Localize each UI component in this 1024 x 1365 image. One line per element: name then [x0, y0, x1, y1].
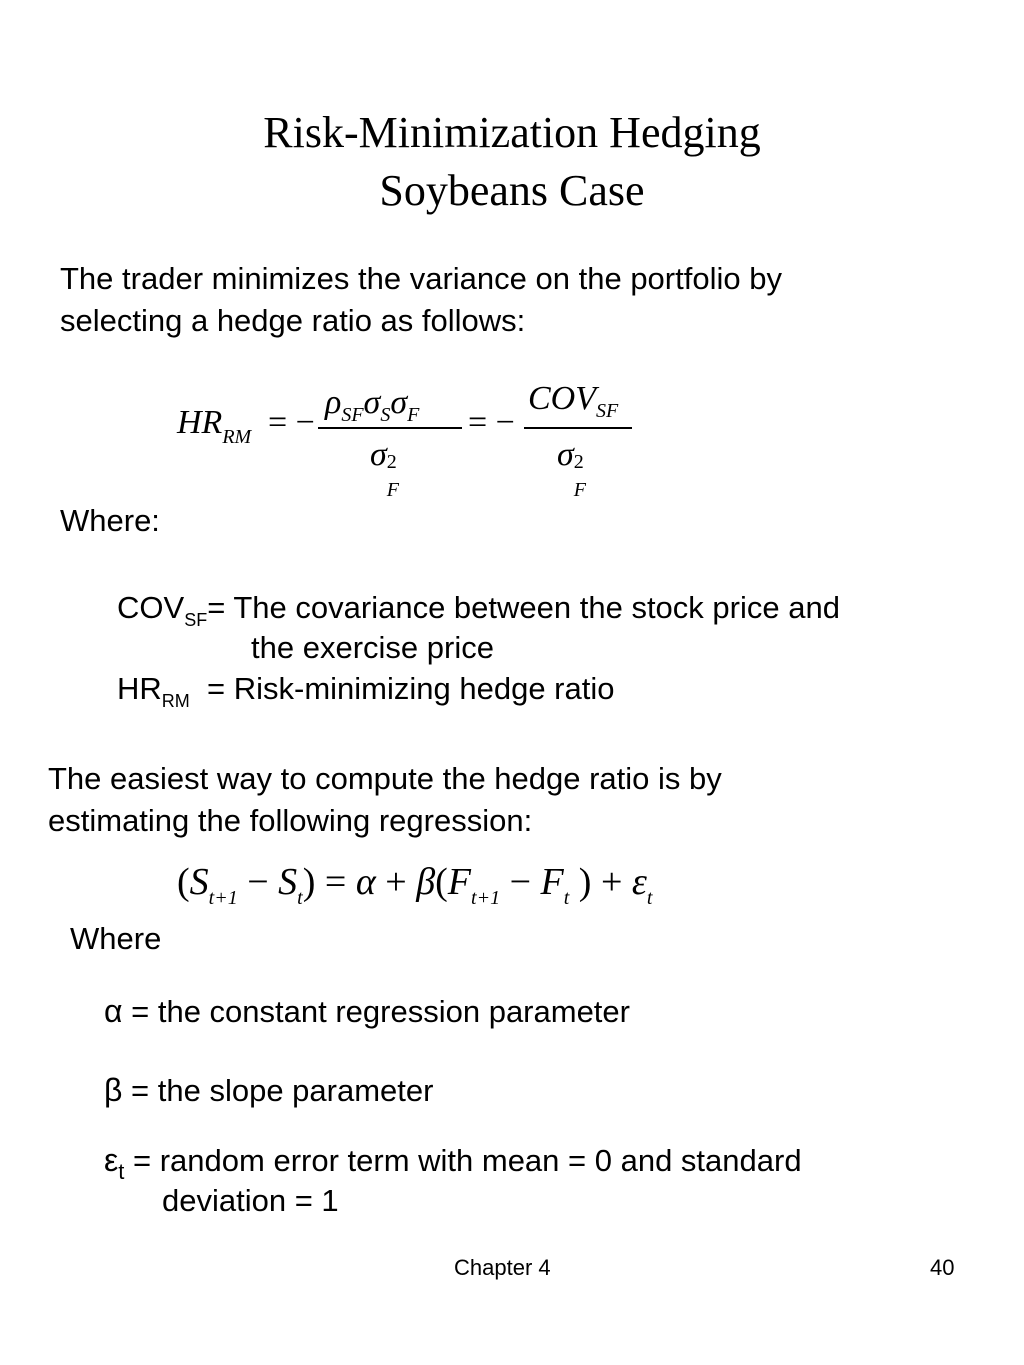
regression-intro: [48, 758, 722, 842]
regression-intro-line-1: The easiest way to compute the hedge ratio is by: [48, 761, 722, 796]
hr-text: = Risk-minimizing hedge ratio: [207, 671, 615, 706]
cov-label: COV: [117, 590, 185, 625]
epsilon-text-2: deviation = 1: [162, 1183, 339, 1218]
formula1-equals-minus: = −: [268, 404, 315, 441]
formula1-fraction-bar-1: [318, 427, 462, 429]
title-line-1: Risk-Minimization Hedging: [263, 108, 761, 157]
where-label-1: Where:: [60, 503, 160, 538]
alpha-symbol: α: [104, 993, 123, 1029]
cov-text-1: = The covariance between the stock price and: [207, 590, 840, 625]
hr-definition: [117, 668, 614, 710]
epsilon-symbol: ε: [104, 1142, 119, 1178]
hr-label: HR: [117, 671, 162, 706]
regression-intro-line-2: estimating the following regression:: [48, 803, 533, 838]
formula1-numerator-2: $COV_{SF}$: [528, 380, 619, 422]
formula1-lhs: $HR_{RM}$: [177, 404, 252, 448]
beta-definition: [104, 1069, 433, 1112]
alpha-text: = the constant regression parameter: [131, 994, 630, 1029]
slide-title: [0, 104, 1024, 220]
formula1-denominator-1: σ 2 F: [370, 436, 399, 501]
where-label-2: Where: [70, 921, 162, 956]
intro-line-2: selecting a hedge ratio as follows:: [60, 303, 526, 338]
cov-text-2: the exercise price: [251, 630, 494, 665]
regression-formula: $(S_{t+1} - S_t) = \alpha + \beta(F_{t+1} - F_t$ ) + $\varepsilon_t$: [177, 861, 653, 909]
footer-chapter: Chapter 4: [454, 1255, 551, 1280]
hr-sub: RM: [161, 691, 190, 711]
epsilon-sub: t: [118, 1159, 125, 1184]
formula1-equals-minus-2: = −: [468, 404, 515, 441]
cov-sub: SF: [184, 610, 208, 630]
formula1-fraction-bar-2: [524, 427, 632, 429]
cov-definition: [117, 587, 840, 629]
epsilon-definition: [104, 1139, 802, 1182]
formula1-numerator-1: $\rho_{SF}\sigma_S\sigma_F$: [325, 384, 420, 426]
intro-line-1: The trader minimizes the variance on the portfolio by: [60, 261, 782, 296]
alpha-definition: [104, 990, 630, 1033]
intro-paragraph: [60, 258, 782, 342]
beta-text: = the slope parameter: [131, 1073, 434, 1108]
formula1-denominator-2: σ 2 F: [557, 436, 586, 501]
beta-symbol: β: [104, 1072, 123, 1108]
footer-page-number: 40: [930, 1255, 955, 1280]
epsilon-text-1: = random error term with mean = 0 and standard: [133, 1143, 802, 1178]
title-line-2: Soybeans Case: [379, 166, 645, 215]
